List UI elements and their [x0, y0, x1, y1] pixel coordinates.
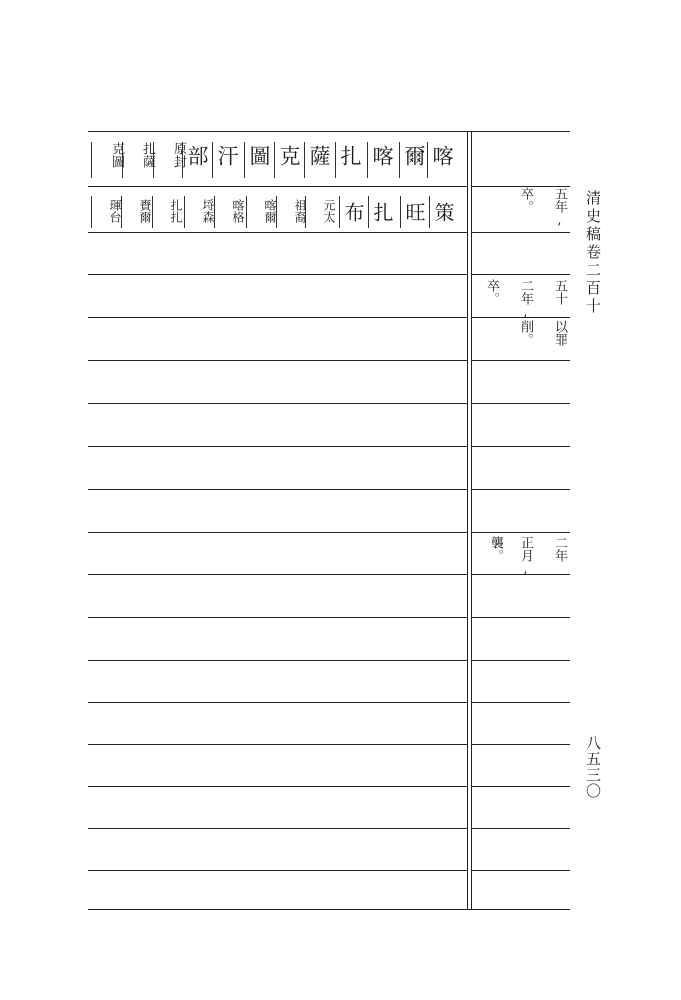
note-cell-4c: 襲。: [488, 536, 503, 562]
page-number: 八五三〇: [584, 735, 602, 799]
row-line: [88, 786, 467, 787]
column-bracket: [400, 196, 404, 228]
header-column: 汗: [215, 145, 239, 166]
row-line-right: [472, 870, 570, 871]
column-bracket: [367, 142, 371, 178]
entry-column: 布: [341, 202, 365, 222]
entry-column: 喀格: [231, 199, 245, 223]
row-line: [88, 360, 467, 361]
header-column: 克: [277, 145, 301, 166]
column-bracket: [427, 142, 431, 178]
note-cell-1a: 五年,: [552, 187, 567, 228]
row-line: [88, 489, 467, 490]
column-bracket: [246, 196, 250, 228]
header-column: 喀: [430, 145, 454, 166]
row-line-right: [472, 786, 570, 787]
table-top-border: [88, 131, 570, 132]
entry-column: 元太: [322, 199, 336, 223]
entry-column: 扎扎: [169, 199, 183, 223]
column-bracket: [274, 142, 278, 178]
header-column: 薩: [307, 145, 331, 166]
row-line-right: [472, 274, 570, 275]
column-bracket: [212, 142, 216, 178]
row-line-right: [472, 446, 570, 447]
note-cell-2c: 卒。: [484, 279, 499, 305]
header-column: 克圖: [109, 142, 124, 168]
note-cell-4a: 二年: [552, 536, 567, 562]
column-bracket: [184, 196, 188, 228]
row-line: [88, 828, 467, 829]
row-line-right: [472, 403, 570, 404]
column-bracket: [152, 196, 156, 228]
row-line: [88, 744, 467, 745]
entry-column: 喀爾: [263, 199, 277, 223]
header-column: 爾: [402, 145, 426, 166]
column-bracket: [399, 142, 403, 178]
column-bracket: [339, 196, 343, 228]
row-line: [88, 446, 467, 447]
column-bracket: [304, 142, 308, 178]
table-divider-vertical-2: [467, 131, 468, 909]
note-cell-4b: 正月,: [518, 536, 533, 577]
header-column: 圖: [247, 145, 271, 166]
row-line: [88, 274, 467, 275]
header-column: 原封: [171, 142, 186, 168]
entry-column: 埒森: [201, 199, 215, 223]
column-bracket: [429, 196, 433, 228]
header-column: 扎: [338, 145, 362, 166]
entry-column: 扎: [370, 202, 394, 222]
table-bottom-border: [88, 909, 570, 910]
entry-column: 祖裔: [293, 199, 307, 223]
entry-column: 琿台: [108, 199, 122, 223]
row-line-right: [472, 489, 570, 490]
header-column: 喀: [370, 145, 394, 166]
header-column: 部: [185, 145, 209, 166]
row-line: [88, 660, 467, 661]
volume-title: 清史稿卷二百十: [584, 190, 602, 316]
row-line-right: [472, 702, 570, 703]
header-column: 扎薩: [140, 142, 155, 168]
note-cell-2a: 五十: [552, 279, 567, 305]
row-line: [88, 870, 467, 871]
row-line-right: [472, 617, 570, 618]
column-bracket: [91, 142, 95, 178]
row-line-right: [472, 744, 570, 745]
note-cell-3a: 以罪: [552, 320, 567, 346]
row-line-right: [472, 360, 570, 361]
row-line: [88, 574, 467, 575]
row-line-right: [472, 660, 570, 661]
entry-column: 旺: [402, 202, 426, 222]
note-cell-2b: 二年,: [518, 279, 533, 320]
row-line: [88, 317, 467, 318]
note-cell-3b: 削。: [518, 320, 533, 346]
row-line: [88, 403, 467, 404]
row-line-right: [472, 828, 570, 829]
column-bracket: [368, 196, 372, 228]
entry-column: 賚爾: [138, 199, 152, 223]
column-bracket: [91, 196, 95, 228]
entry-column: 策: [431, 202, 455, 222]
column-bracket: [335, 142, 339, 178]
column-bracket: [244, 142, 248, 178]
table-divider-vertical: [471, 131, 472, 909]
note-cell-1b: 卒。: [518, 187, 533, 213]
row-line-right: [472, 232, 570, 233]
row-line: [88, 617, 467, 618]
row-line: [88, 702, 467, 703]
row-line: [88, 232, 467, 233]
row-line-right: [472, 532, 570, 533]
row-line: [88, 532, 467, 533]
